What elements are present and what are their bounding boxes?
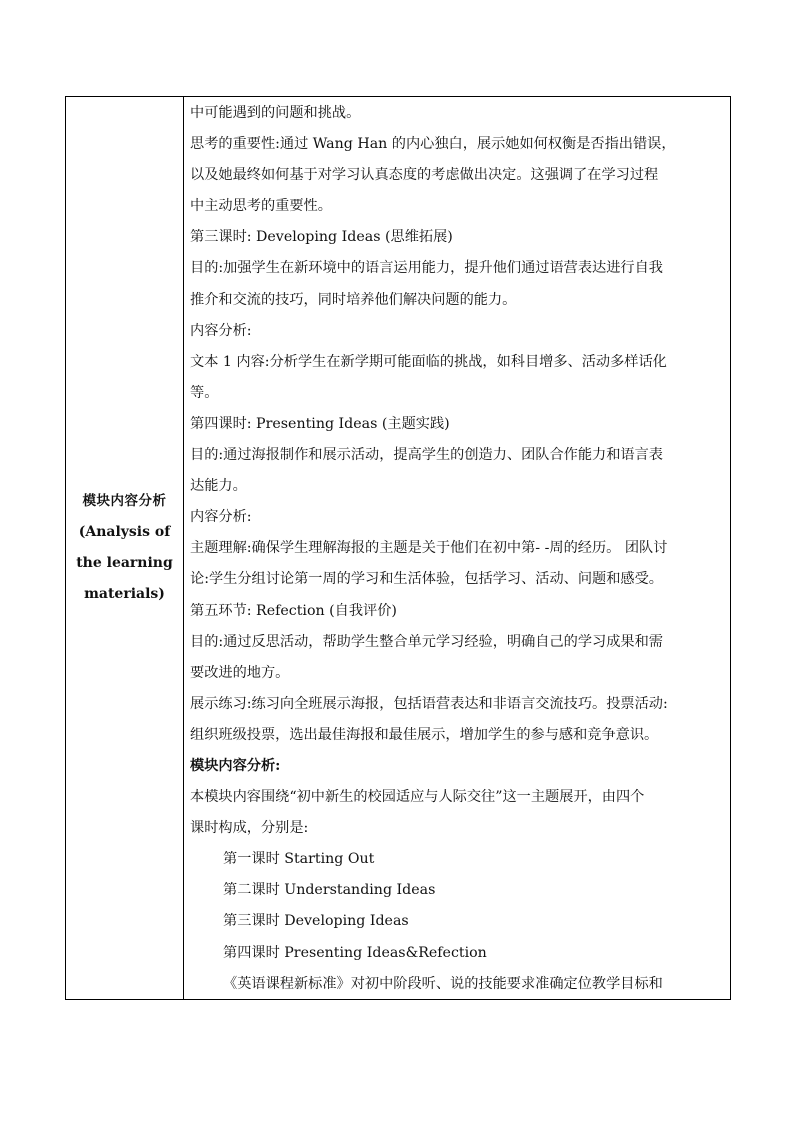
text-line: 论:学生分组讨论第一周的学习和生活体验，包括学习、活动、问题和感受。 [190,571,663,588]
text-line: 中主动思考的重要性。 [190,198,332,215]
text-line: 课时构成，分别是: [190,820,309,837]
row-header-cell [66,97,183,999]
lesson-list-item: 第一课时 Starting Out [223,851,375,868]
text-line: 推介和交流的技巧，同时培养他们解决问题的能力。 [190,291,517,308]
text-line: 思考的重要性:通过 Wang Han 的内心独白，展示她如何权衡是否指出错误， [190,136,676,153]
text-line: 《英语课程新标准》对初中阶段听、说的技能要求准确定位教学目标和 [223,975,663,992]
text-line: 要改进的地方。 [190,664,290,681]
text-line: 内容分析: [190,322,252,339]
row-header-english-2: the learning [76,555,173,571]
text-line: 组织班级投票，选出最佳海报和最佳展示，增加学生的参与感和竞争意识。 [190,726,659,743]
text-line: 目的:通过海报制作和展示活动，提高学生的创造力、团队合作能力和语言表 [190,447,663,464]
text-line: 等。 [190,384,219,401]
column-divider [183,97,184,999]
section-heading: 模块内容分析: [190,757,281,774]
text-line: 本模块内容围绕“初中新生的校园适应与人际交往”这一主题展开，由四个 [190,789,645,806]
row-header-english-3: materials) [84,586,165,602]
text-line: 内容分析: [190,509,252,526]
text-line: 以及她最终如何基于对学习认真态度的考虑做出决定。这强调了在学习过程 [190,167,659,184]
text-line: 达能力。 [190,478,247,495]
lesson-heading: 第五环节: Refection (自我评价) [190,602,397,619]
text-line: 中可能遇到的问题和挑战。 [190,105,361,121]
text-line: 文本 1 内容:分析学生在新学期可能面临的挑战，如科目增多、活动多样话化 [190,353,667,370]
lesson-heading: 第四课时: Presenting Ideas (主题实践) [190,415,450,432]
text-line: 目的:通过反思活动，帮助学生整合单元学习经验，明确自己的学习成果和需 [190,633,663,650]
row-header-english-1: (Analysis of [78,524,171,540]
text-line: 主题理解:确保学生理解海报的主题是关于他们在初中第- -周的经历。 团队讨 [190,540,668,557]
row-header-chinese: 模块内容分析 [82,493,167,509]
lesson-heading: 第三课时: Developing Ideas (思维拓展) [190,229,453,246]
lesson-list-item: 第三课时 Developing Ideas [223,913,409,930]
lesson-list-item: 第四课时 Presenting Ideas&Refection [223,944,487,961]
lesson-list-item: 第二课时 Understanding Ideas [223,882,436,899]
analysis-table [65,96,731,1000]
content-cell [190,98,727,1000]
text-line: 展示练习:练习向全班展示海报，包括语营表达和非语言交流技巧。投票活动: [190,695,668,712]
text-line: 目的:加强学生在新环境中的语言运用能力，提升他们通过语营表达进行自我 [190,260,663,277]
